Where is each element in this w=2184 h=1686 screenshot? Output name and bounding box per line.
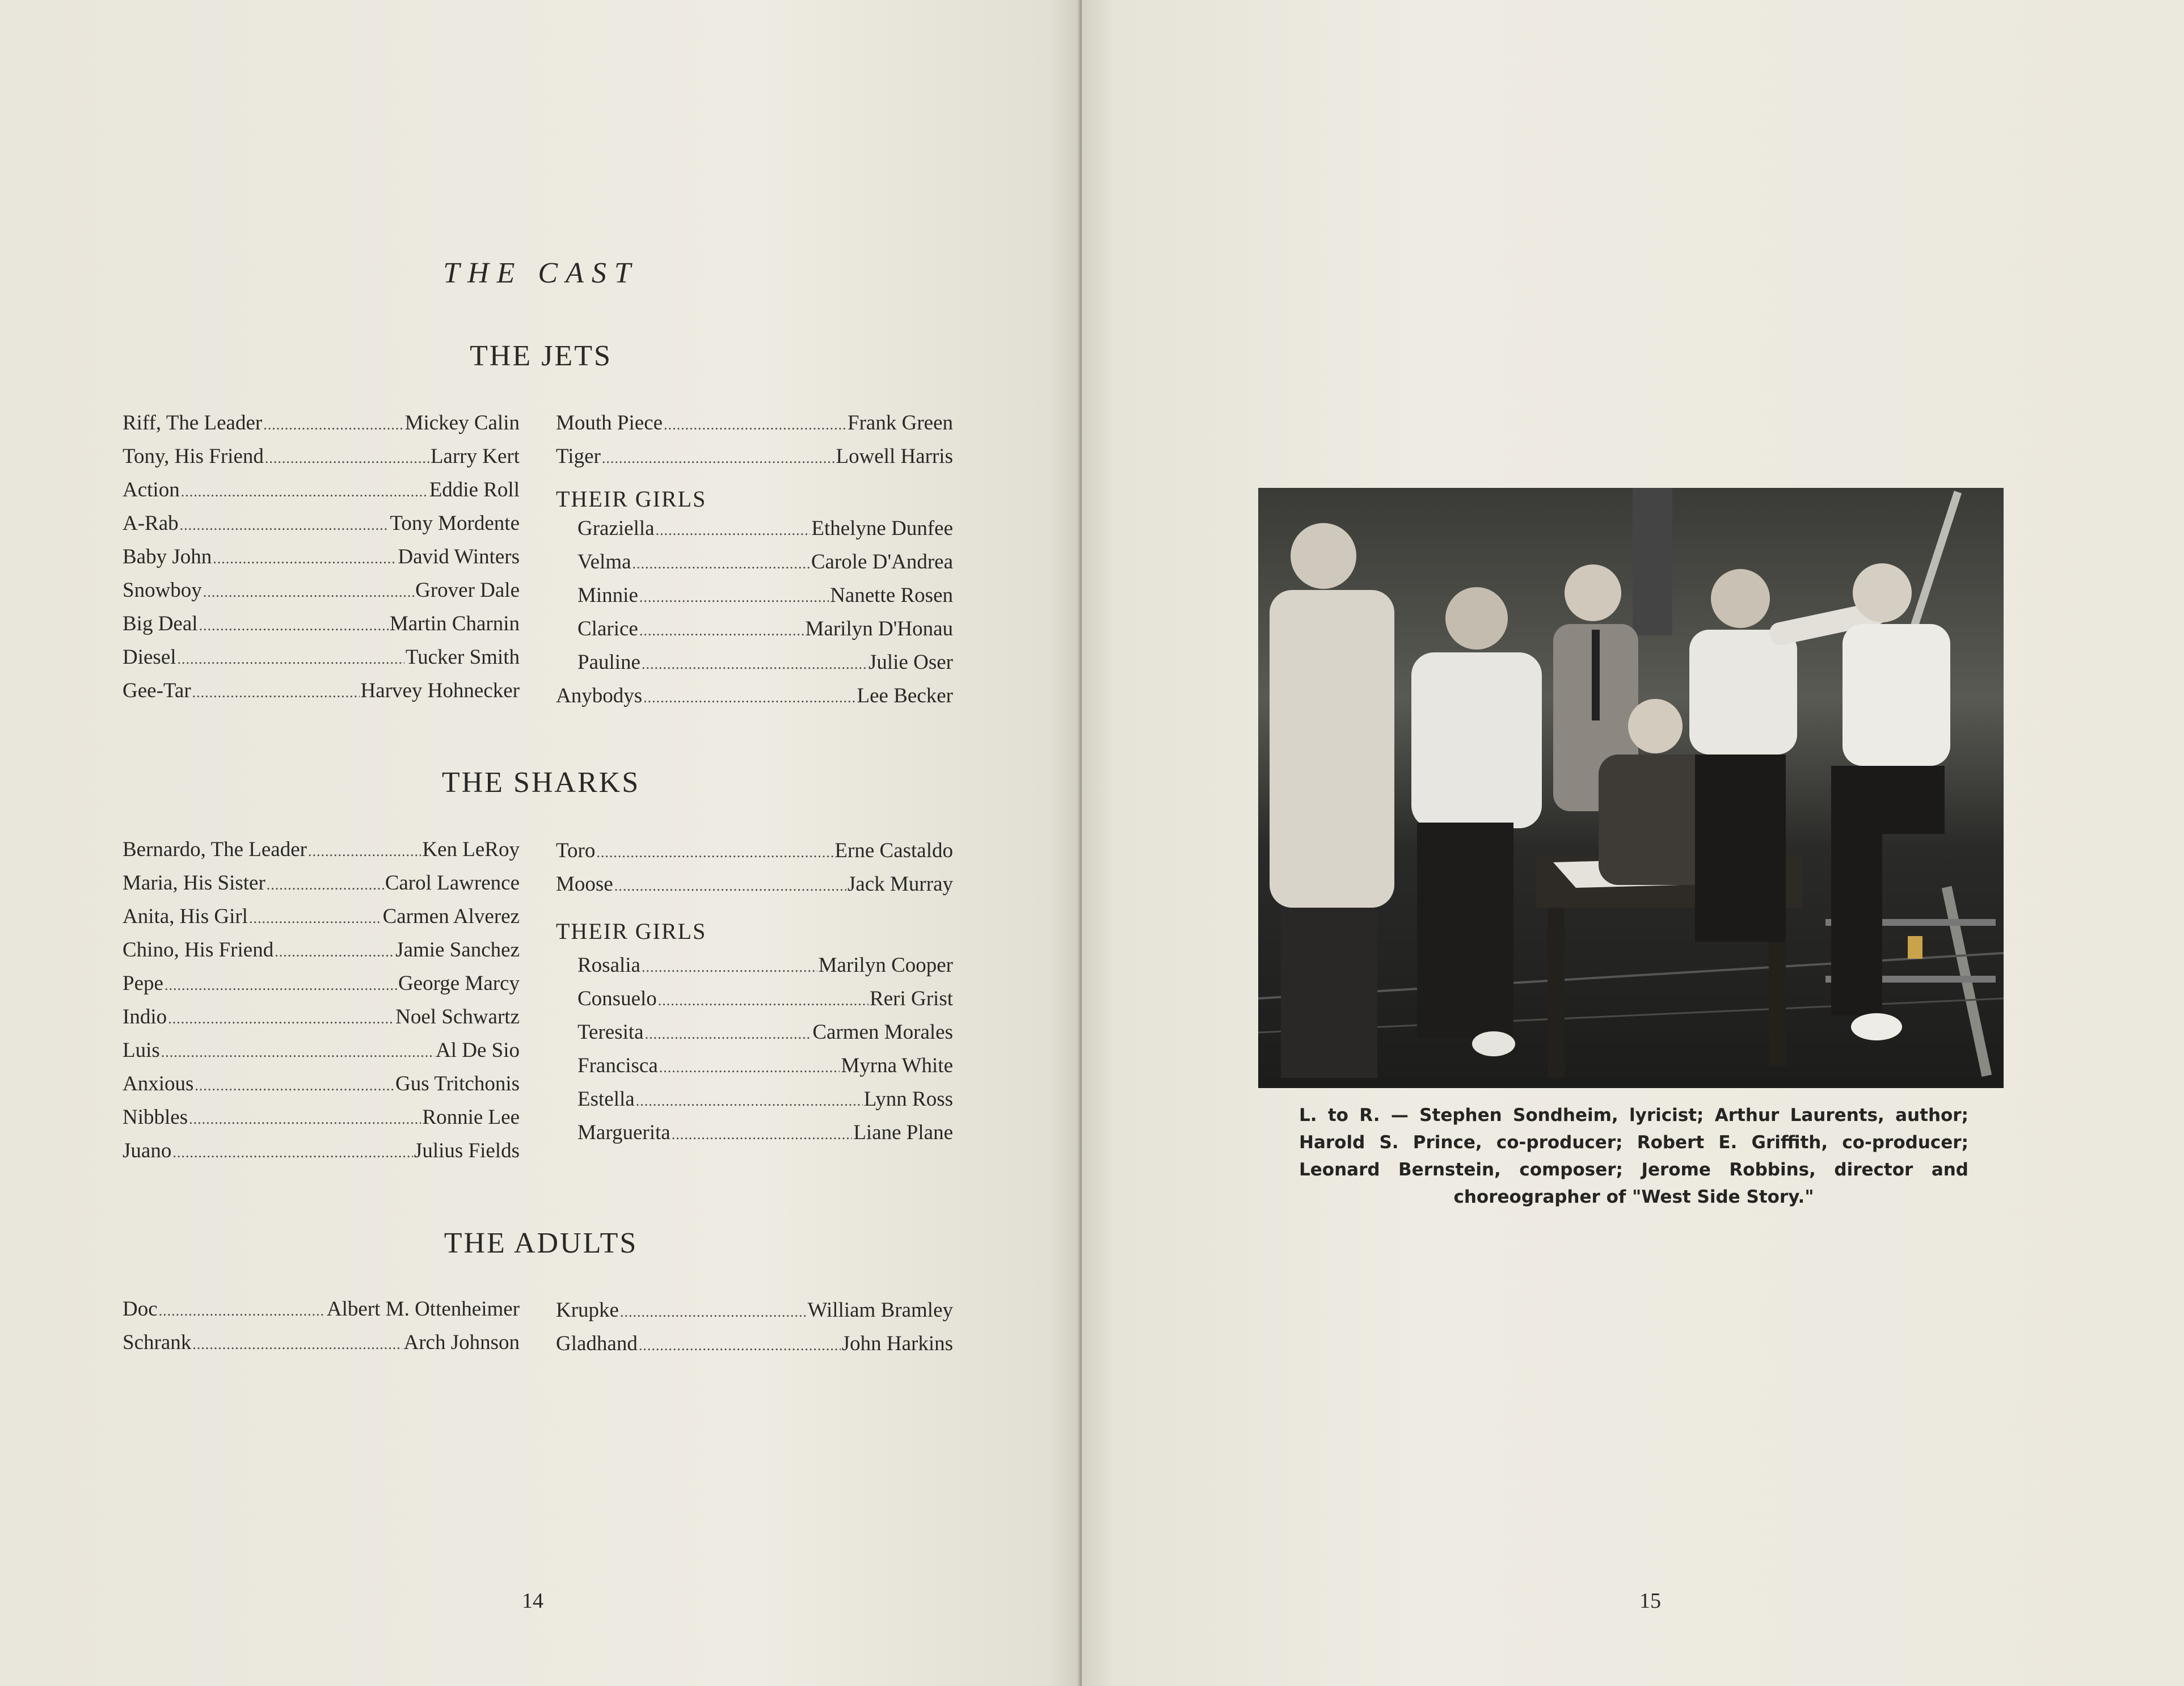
cast-entry bbox=[123, 904, 520, 938]
dot-leader bbox=[275, 943, 394, 960]
cast-role: Minnie bbox=[577, 584, 638, 607]
dot-leader bbox=[639, 622, 804, 639]
cast-actor: Julius Fields bbox=[414, 1139, 520, 1162]
adults-list-col2 bbox=[556, 1298, 953, 1365]
photo-illustration bbox=[1258, 488, 2004, 1088]
cast-actor: Erne Castaldo bbox=[834, 839, 953, 862]
cast-entry bbox=[556, 1053, 953, 1087]
dot-leader bbox=[639, 589, 829, 606]
cast-actor: Al De Sio bbox=[436, 1039, 520, 1062]
cast-entry bbox=[123, 444, 520, 478]
cast-actor: Grover Dale bbox=[415, 579, 520, 602]
cast-entry bbox=[556, 1331, 953, 1365]
page-number-left: 14 bbox=[522, 1589, 543, 1613]
dot-leader bbox=[642, 959, 817, 976]
cast-role: Gladhand bbox=[556, 1332, 638, 1355]
cast-actor: Ronnie Lee bbox=[422, 1106, 520, 1129]
cast-role: Krupke bbox=[556, 1299, 619, 1322]
cast-role: Anita, His Girl bbox=[123, 905, 248, 928]
cast-actor: Noel Schwartz bbox=[395, 1005, 520, 1029]
dot-leader bbox=[195, 1077, 394, 1094]
cast-role: Mouth Piece bbox=[556, 411, 663, 435]
cast-entry bbox=[556, 1020, 953, 1053]
cast-role: Maria, His Sister bbox=[123, 871, 265, 895]
dot-leader bbox=[189, 1111, 421, 1128]
cast-role: Pepe bbox=[123, 972, 163, 995]
sharks-col2-top bbox=[556, 838, 953, 905]
cast-role: Tony, His Friend bbox=[123, 445, 264, 468]
cast-actor: Jamie Sanchez bbox=[395, 938, 520, 962]
cast-entry bbox=[556, 444, 953, 478]
cast-role: Francisca bbox=[577, 1054, 658, 1077]
cast-role: Estella bbox=[577, 1088, 635, 1111]
cast-entry bbox=[556, 838, 953, 872]
left-page bbox=[0, 0, 1082, 1686]
cast-actor: Liane Plane bbox=[853, 1121, 953, 1144]
cast-actor: Julie Oser bbox=[868, 651, 953, 674]
cast-actor: Lowell Harris bbox=[836, 445, 953, 468]
dot-leader bbox=[265, 450, 429, 467]
cast-actor: Jack Murray bbox=[848, 872, 953, 896]
sharks-list-col2 bbox=[556, 838, 953, 1154]
sharks-girls-heading: THEIR GIRLS bbox=[556, 918, 707, 944]
cast-role: Nibbles bbox=[123, 1106, 188, 1129]
cast-title: THE CAST bbox=[443, 257, 639, 289]
cast-actor: Lee Becker bbox=[857, 684, 953, 707]
photo-caption: L. to R. — Stephen Sondheim, lyricist; Arthur Laurents, author; Harold S. Prince, co-producer; Robert E. Griffith, co-producer; Leonard Bernstein, composer; Jerome Robbins, director and choreographer of "West Side Story." bbox=[1299, 1105, 1968, 1207]
dot-leader bbox=[172, 1144, 413, 1161]
cast-role: Diesel bbox=[123, 646, 176, 669]
cast-actor: Tucker Smith bbox=[405, 646, 520, 669]
cast-entry bbox=[123, 612, 520, 645]
jets-heading: THE JETS bbox=[470, 340, 612, 372]
cast-actor: Tony Mordente bbox=[390, 512, 520, 535]
cast-entry bbox=[123, 478, 520, 511]
dot-leader bbox=[642, 656, 867, 673]
cast-role: A-Rab bbox=[123, 512, 179, 535]
sharks-girls-list bbox=[556, 953, 953, 1154]
cast-actor: Martin Charnin bbox=[389, 612, 520, 635]
cast-role: Luis bbox=[123, 1039, 160, 1062]
cast-entry bbox=[123, 511, 520, 545]
dot-leader bbox=[199, 617, 389, 634]
jets-list-col1 bbox=[123, 411, 520, 712]
cast-entry bbox=[123, 645, 520, 678]
cast-entry bbox=[123, 1072, 520, 1105]
cast-actor: Gus Tritchonis bbox=[395, 1072, 520, 1095]
cast-actor: Marilyn Cooper bbox=[818, 954, 953, 977]
cast-role: Consuelo bbox=[577, 987, 657, 1010]
dot-leader bbox=[658, 992, 868, 1009]
sharks-list-col1 bbox=[123, 837, 520, 1172]
cast-actor: Nanette Rosen bbox=[830, 584, 953, 607]
dot-leader bbox=[643, 689, 855, 706]
cast-entry bbox=[123, 837, 520, 871]
dot-leader bbox=[192, 684, 360, 701]
cast-actor: Reri Grist bbox=[870, 987, 953, 1010]
cast-role: Riff, The Leader bbox=[123, 411, 263, 435]
production-team-photo bbox=[1258, 488, 2004, 1088]
cast-role: Rosalia bbox=[577, 954, 640, 977]
cast-actor: Carmen Morales bbox=[812, 1021, 953, 1044]
cast-entry bbox=[123, 545, 520, 578]
cast-entry bbox=[556, 650, 953, 684]
cast-entry bbox=[556, 516, 953, 550]
cast-role: Bernardo, The Leader bbox=[123, 838, 307, 861]
cast-entry bbox=[123, 1297, 520, 1330]
jets-girls-list bbox=[556, 516, 953, 684]
dot-leader bbox=[181, 483, 428, 500]
dot-leader bbox=[161, 1044, 435, 1061]
cast-entry bbox=[123, 871, 520, 904]
cast-entry bbox=[556, 617, 953, 650]
cast-entry bbox=[123, 1038, 520, 1072]
cast-entry bbox=[123, 411, 520, 444]
cast-actor: William Bramley bbox=[807, 1299, 953, 1322]
cast-actor: Ken LeRoy bbox=[422, 838, 520, 861]
cast-actor: Mickey Calin bbox=[404, 411, 520, 435]
sharks-heading: THE SHARKS bbox=[441, 766, 640, 799]
cast-entry bbox=[123, 938, 520, 971]
cast-entry bbox=[556, 1120, 953, 1154]
cast-actor: Arch Johnson bbox=[403, 1331, 520, 1354]
dot-leader bbox=[633, 555, 810, 572]
adults-heading: THE ADULTS bbox=[444, 1227, 638, 1259]
cast-entry bbox=[556, 953, 953, 987]
cast-actor: Ethelyne Dunfee bbox=[811, 517, 953, 540]
cast-entry bbox=[123, 1005, 520, 1038]
cast-actor: Myrna White bbox=[841, 1054, 953, 1077]
cast-actor: John Harkins bbox=[841, 1332, 953, 1355]
dot-leader bbox=[192, 1336, 402, 1353]
cast-actor: Eddie Roll bbox=[429, 478, 520, 501]
dot-leader bbox=[213, 550, 397, 567]
dot-leader bbox=[602, 450, 835, 467]
cast-entry bbox=[556, 987, 953, 1020]
cast-role: Baby John bbox=[123, 545, 212, 568]
cast-actor: Harvey Hohnecker bbox=[360, 679, 520, 702]
dot-leader bbox=[168, 1010, 394, 1027]
cast-actor: Lynn Ross bbox=[863, 1088, 953, 1111]
dot-leader bbox=[620, 1304, 807, 1321]
cast-role: Snowboy bbox=[123, 579, 202, 602]
jets-list-col2 bbox=[556, 411, 953, 717]
cast-role: Doc bbox=[123, 1297, 158, 1321]
cast-role: Schrank bbox=[123, 1331, 192, 1354]
cast-role: Chino, His Friend bbox=[123, 938, 274, 962]
cast-entry bbox=[556, 1298, 953, 1331]
dot-leader bbox=[267, 876, 384, 893]
cast-entry bbox=[123, 1105, 520, 1139]
cast-role: Clarice bbox=[577, 617, 638, 640]
dot-leader bbox=[249, 910, 382, 927]
cast-actor: Marilyn D'Honau bbox=[805, 617, 953, 640]
cast-role: Gee-Tar bbox=[123, 679, 191, 702]
dot-leader bbox=[596, 844, 833, 861]
cast-actor: George Marcy bbox=[398, 972, 520, 995]
cast-role: Velma bbox=[577, 550, 631, 574]
cast-role: Big Deal bbox=[123, 612, 198, 635]
cast-entry bbox=[123, 1139, 520, 1172]
jets-col2-bottom bbox=[556, 684, 953, 717]
adults-list-col1 bbox=[123, 1297, 520, 1364]
dot-leader bbox=[159, 1303, 326, 1320]
cast-actor: Larry Kert bbox=[430, 445, 520, 468]
dot-leader bbox=[165, 977, 397, 994]
dot-leader bbox=[645, 1026, 812, 1043]
dot-leader bbox=[664, 416, 846, 433]
jets-col2-top bbox=[556, 411, 953, 478]
cast-role: Action bbox=[123, 478, 180, 501]
cast-role: Tiger bbox=[556, 445, 601, 468]
cast-entry bbox=[123, 678, 520, 712]
cast-role: Marguerita bbox=[577, 1121, 671, 1144]
dot-leader bbox=[308, 843, 421, 860]
jets-girls-heading: THEIR GIRLS bbox=[556, 486, 707, 512]
cast-role: Teresita bbox=[577, 1021, 644, 1044]
cast-entry bbox=[123, 578, 520, 612]
cast-entry bbox=[556, 1087, 953, 1120]
cast-entry bbox=[556, 550, 953, 583]
cast-entry bbox=[556, 411, 953, 444]
cast-role: Graziella bbox=[577, 517, 655, 540]
cast-entry bbox=[123, 971, 520, 1005]
cast-role: Anxious bbox=[123, 1072, 194, 1095]
cast-actor: Carmen Alverez bbox=[382, 905, 520, 928]
dot-leader bbox=[614, 878, 846, 895]
cast-entry bbox=[556, 583, 953, 617]
cast-entry bbox=[556, 872, 953, 905]
dot-leader bbox=[636, 1093, 863, 1110]
dot-leader bbox=[203, 584, 414, 601]
dot-leader bbox=[672, 1126, 853, 1143]
cast-role: Moose bbox=[556, 872, 613, 896]
cast-actor: Carole D'Andrea bbox=[811, 550, 953, 574]
dot-leader bbox=[178, 651, 404, 668]
cast-entry bbox=[123, 1330, 520, 1364]
cast-role: Pauline bbox=[577, 651, 640, 674]
dot-leader bbox=[180, 517, 389, 534]
dot-leader bbox=[639, 1337, 841, 1354]
cast-entry bbox=[556, 684, 953, 717]
cast-role: Toro bbox=[556, 839, 596, 862]
page-number-right: 15 bbox=[1639, 1589, 1661, 1613]
dot-leader bbox=[659, 1059, 840, 1076]
cast-actor: Albert M. Ottenheimer bbox=[326, 1297, 520, 1321]
cast-role: Juano bbox=[123, 1139, 172, 1162]
cast-actor: Carol Lawrence bbox=[385, 871, 520, 895]
cast-actor: Frank Green bbox=[848, 411, 953, 435]
cast-actor: David Winters bbox=[398, 545, 520, 568]
dot-leader bbox=[656, 522, 811, 539]
cast-role: Anybodys bbox=[556, 684, 643, 707]
cast-role: Indio bbox=[123, 1005, 167, 1029]
dot-leader bbox=[263, 416, 403, 433]
